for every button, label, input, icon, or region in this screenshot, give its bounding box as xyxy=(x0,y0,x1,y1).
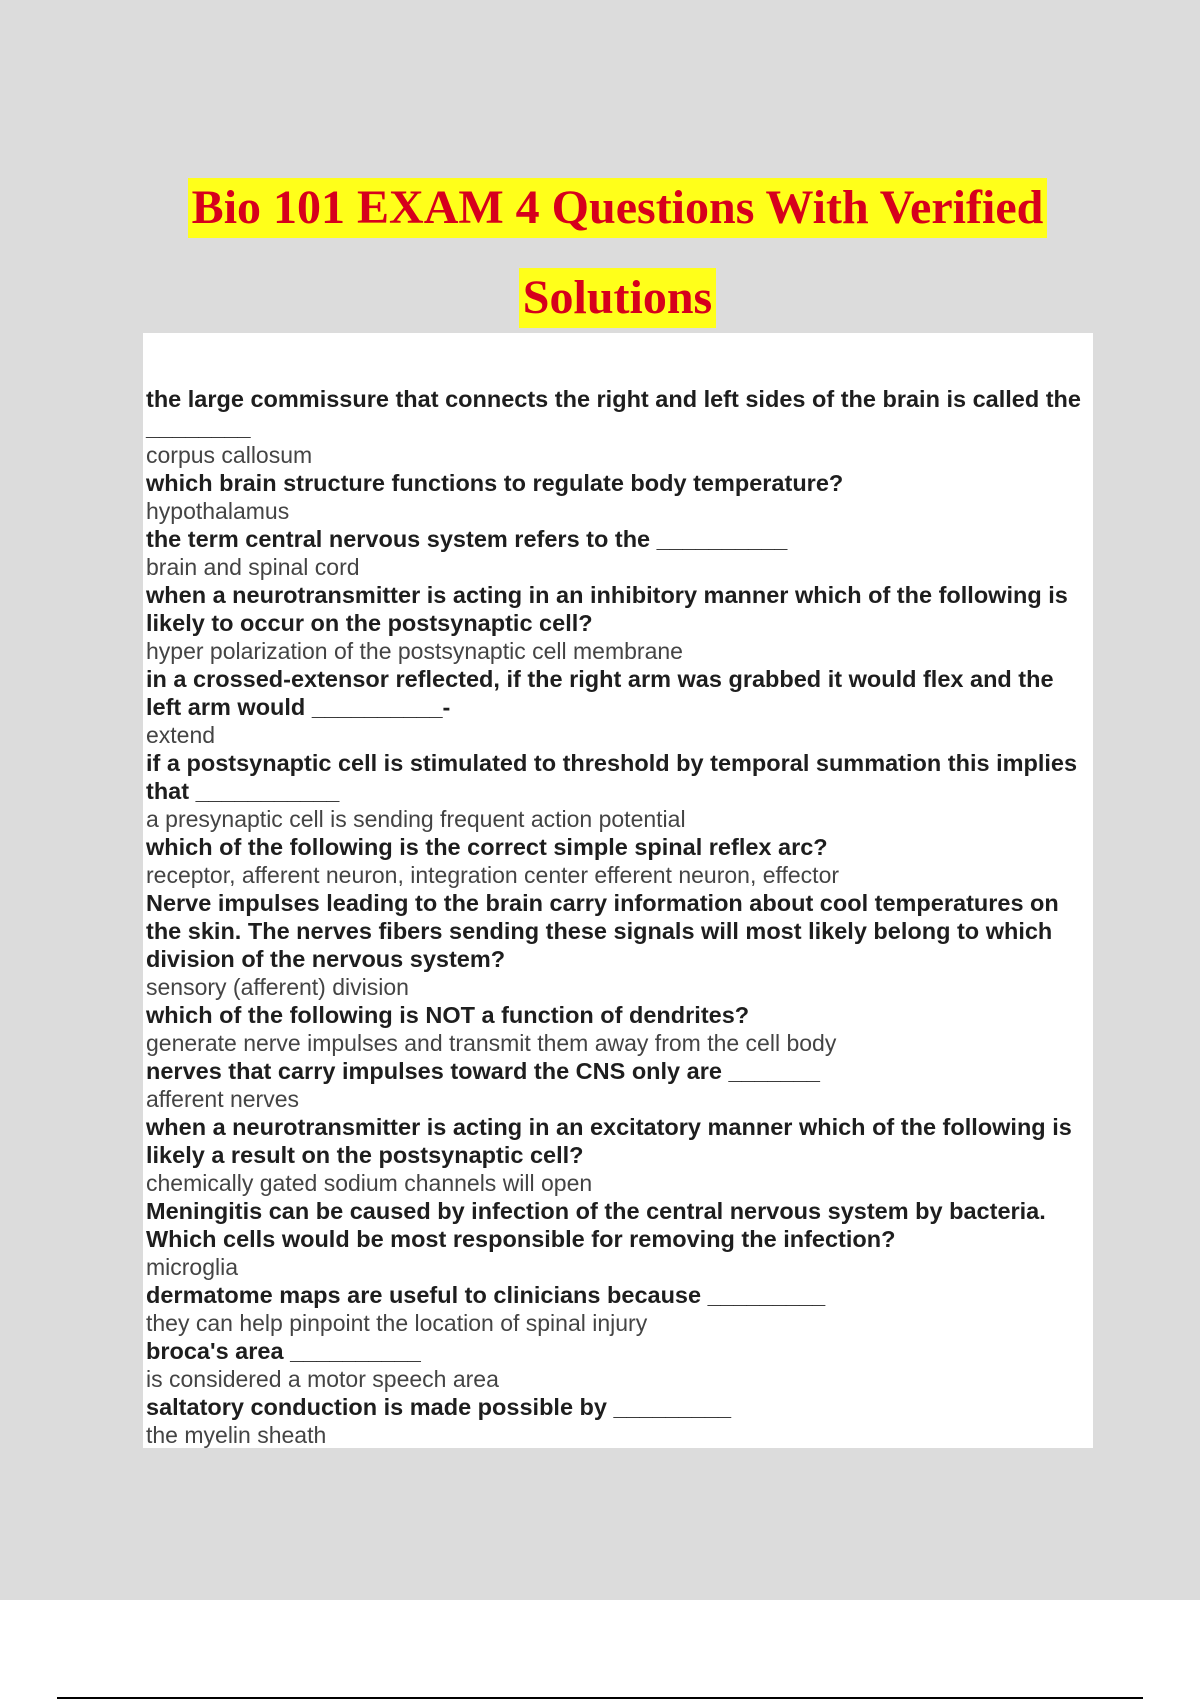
answer-text: sensory (afferent) division xyxy=(146,974,409,1000)
answer-text: extend xyxy=(146,722,216,748)
qa-item xyxy=(146,1197,1086,1281)
question-text: broca's area __________ xyxy=(146,1338,421,1364)
question-text: when a neurotransmitter is acting in an inhibitory manner which of the following is likely to occur on the postsynaptic cell? xyxy=(146,582,1068,636)
qa-list xyxy=(146,385,1086,1449)
question-text: which of the following is NOT a function of dendrites? xyxy=(146,1002,750,1028)
qa-item xyxy=(146,469,1086,525)
qa-item xyxy=(146,749,1086,833)
question-text: when a neurotransmitter is acting in an excitatory manner which of the following is likely a result on the postsynaptic cell? xyxy=(146,1114,1072,1168)
answer-text: they can help pinpoint the location of spinal injury xyxy=(146,1310,648,1336)
question-text: Nerve impulses leading to the brain carry information about cool temperatures on the skin. The nerves fibers sending these signals will most likely belong to which division of the nervous system? xyxy=(146,890,1059,972)
question-text: the term central nervous system refers to the __________ xyxy=(146,526,788,552)
answer-text: microglia xyxy=(146,1254,239,1280)
question-text: which of the following is the correct simple spinal reflex arc? xyxy=(146,834,828,860)
document-title xyxy=(0,178,1200,328)
qa-item xyxy=(146,1057,1086,1113)
answer-text: brain and spinal cord xyxy=(146,554,360,580)
answer-text: hypothalamus xyxy=(146,498,290,524)
qa-item xyxy=(146,1337,1086,1393)
question-text: nerves that carry impulses toward the CNS only are _______ xyxy=(146,1058,820,1084)
answer-text: chemically gated sodium channels will open xyxy=(146,1170,593,1196)
qa-item xyxy=(146,1281,1086,1337)
qa-item xyxy=(146,525,1086,581)
question-text: the large commissure that connects the right and left sides of the brain is called the ________ xyxy=(146,386,1081,440)
answer-text: corpus callosum xyxy=(146,442,313,468)
qa-item xyxy=(146,385,1086,469)
question-text: if a postsynaptic cell is stimulated to threshold by temporal summation this implies that ___________ xyxy=(146,750,1078,804)
qa-item xyxy=(146,581,1086,665)
qa-item xyxy=(146,1393,1086,1449)
question-text: in a crossed-extensor reflected, if the right arm was grabbed it would flex and the left arm would __________- xyxy=(146,666,1054,720)
question-text: dermatome maps are useful to clinicians because _________ xyxy=(146,1282,826,1308)
answer-text: afferent nerves xyxy=(146,1086,300,1112)
qa-item xyxy=(146,1001,1086,1057)
title-line-1: Bio 101 EXAM 4 Questions With Verified xyxy=(188,178,1048,238)
qa-item xyxy=(146,1113,1086,1197)
qa-panel xyxy=(143,333,1093,1448)
answer-text: a presynaptic cell is sending frequent action potential xyxy=(146,806,686,832)
answer-text: receptor, afferent neuron, integration center efferent neuron, effector xyxy=(146,862,840,888)
qa-item xyxy=(146,833,1086,889)
question-text: saltatory conduction is made possible by _________ xyxy=(146,1394,732,1420)
question-text: Meningitis can be caused by infection of the central nervous system by bacteria. Which cells would be most responsible for removing the infection? xyxy=(146,1198,1046,1252)
qa-item xyxy=(146,665,1086,749)
answer-text: the myelin sheath xyxy=(146,1422,327,1448)
answer-text: generate nerve impulses and transmit them away from the cell body xyxy=(146,1030,837,1056)
question-text: which brain structure functions to regulate body temperature? xyxy=(146,470,844,496)
answer-text: is considered a motor speech area xyxy=(146,1366,499,1392)
title-line-2: Solutions xyxy=(519,268,716,328)
footer-divider xyxy=(57,1697,1143,1699)
answer-text: hyper polarization of the postsynaptic cell membrane xyxy=(146,638,683,664)
qa-item xyxy=(146,889,1086,1001)
